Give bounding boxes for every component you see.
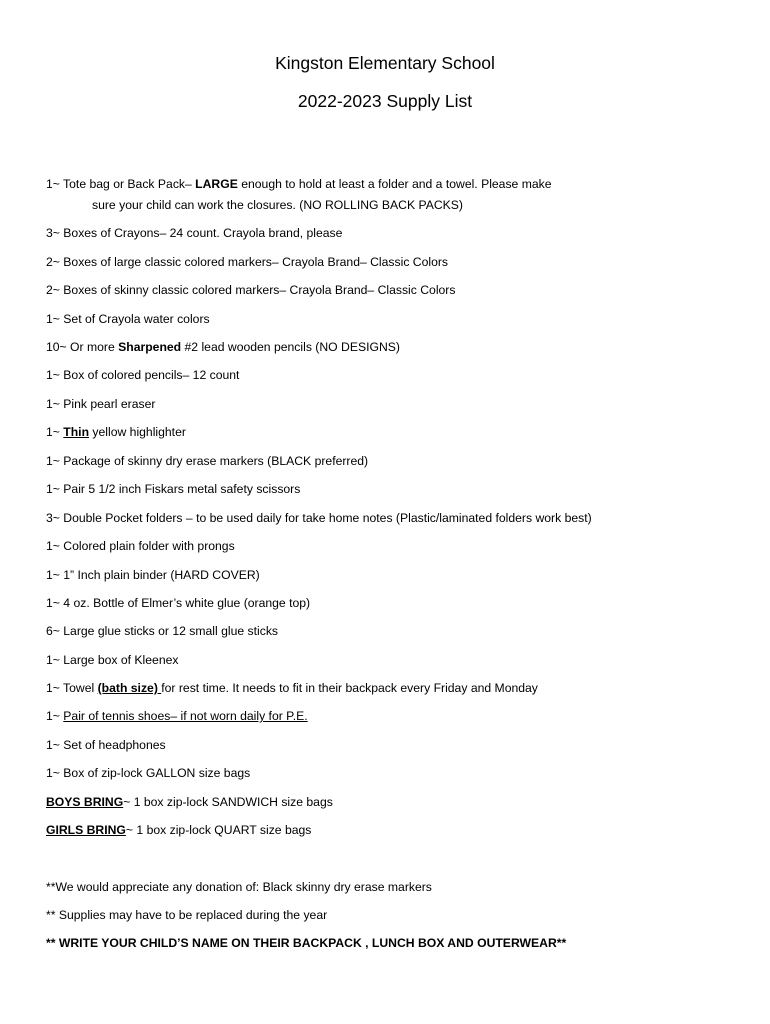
list-item: 1~ Colored plain folder with prongs (46, 539, 235, 553)
item-text: for rest time. It needs to fit in their backpack every Friday and Monday (161, 681, 538, 695)
list-item: 3~ Double Pocket folders – to be used daily for take home notes (Plastic/laminated folders work best) (46, 511, 592, 525)
note: **We would appreciate any donation of: Black skinny dry erase markers (46, 880, 432, 894)
school-name: Kingston Elementary School (275, 53, 495, 73)
list-item (46, 708, 308, 724)
list-item: 1~ Set of Crayola water colors (46, 312, 210, 326)
list-item: 1~ 4 oz. Bottle of Elmer’s white glue (orange top) (46, 596, 311, 610)
list-item: 1~ 1” Inch plain binder (HARD COVER) (46, 568, 260, 582)
list-item: 1~ Box of colored pencils– 12 count (46, 368, 240, 382)
list-item (46, 680, 538, 696)
list-item: 2~ Boxes of large classic colored markers– Crayola Brand– Classic Colors (46, 255, 449, 269)
item-text: #2 lead wooden pencils (NO DESIGNS) (181, 340, 400, 354)
list-item: 3~ Boxes of Crayons– 24 count. Crayola brand, please (46, 226, 343, 240)
list-item: 1~ Box of zip-lock GALLON size bags (46, 766, 251, 780)
list-item: 1~ Pair 5 1/2 inch Fiskars metal safety scissors (46, 482, 301, 496)
item-text: 1~ (46, 709, 64, 723)
item-text: ~ 1 box zip-lock QUART size bags (125, 823, 312, 837)
note: ** Supplies may have to be replaced during the year (46, 908, 328, 922)
item-emphasis: BOYS BRING (46, 795, 124, 809)
list-item (46, 339, 400, 355)
list-item: 1~ Set of headphones (46, 738, 166, 752)
item-text: ~ 1 box zip-lock SANDWICH size bags (123, 795, 333, 809)
list-item: 6~ Large glue sticks or 12 small glue sticks (46, 624, 279, 638)
list-item (46, 424, 186, 440)
list-item (46, 822, 311, 838)
item-emphasis: Pair of tennis shoes– if not worn daily for P.E. (63, 709, 308, 723)
item-emphasis: LARGE (195, 177, 238, 191)
list-item-continuation: sure your child can work the closures. (NO ROLLING BACK PACKS) (92, 198, 463, 212)
item-text: 1~ Tote bag or Back Pack– (46, 177, 196, 191)
note-important: ** WRITE YOUR CHILD’S NAME ON THEIR BACKPACK , LUNCH BOX AND OUTERWEAR** (46, 936, 567, 950)
item-text: yellow highlighter (89, 425, 186, 439)
item-text: 1~ (46, 425, 64, 439)
list-title: 2022-2023 Supply List (297, 91, 473, 111)
list-item (46, 794, 333, 810)
item-emphasis: GIRLS BRING (46, 823, 126, 837)
list-item: 1~ Pink pearl eraser (46, 397, 156, 411)
item-text: 1~ Towel (46, 681, 98, 695)
list-item: 1~ Large box of Kleenex (46, 653, 179, 667)
item-emphasis: (bath size) (97, 681, 162, 695)
item-text: 10~ Or more (46, 340, 119, 354)
list-item: 2~ Boxes of skinny classic colored markers– Crayola Brand– Classic Colors (46, 283, 456, 297)
list-item (46, 176, 552, 192)
item-emphasis: Thin (63, 425, 90, 439)
item-text: enough to hold at least a folder and a towel. Please make (237, 177, 552, 191)
list-item: 1~ Package of skinny dry erase markers (BLACK preferred) (46, 454, 369, 468)
item-emphasis: Sharpened (118, 340, 182, 354)
